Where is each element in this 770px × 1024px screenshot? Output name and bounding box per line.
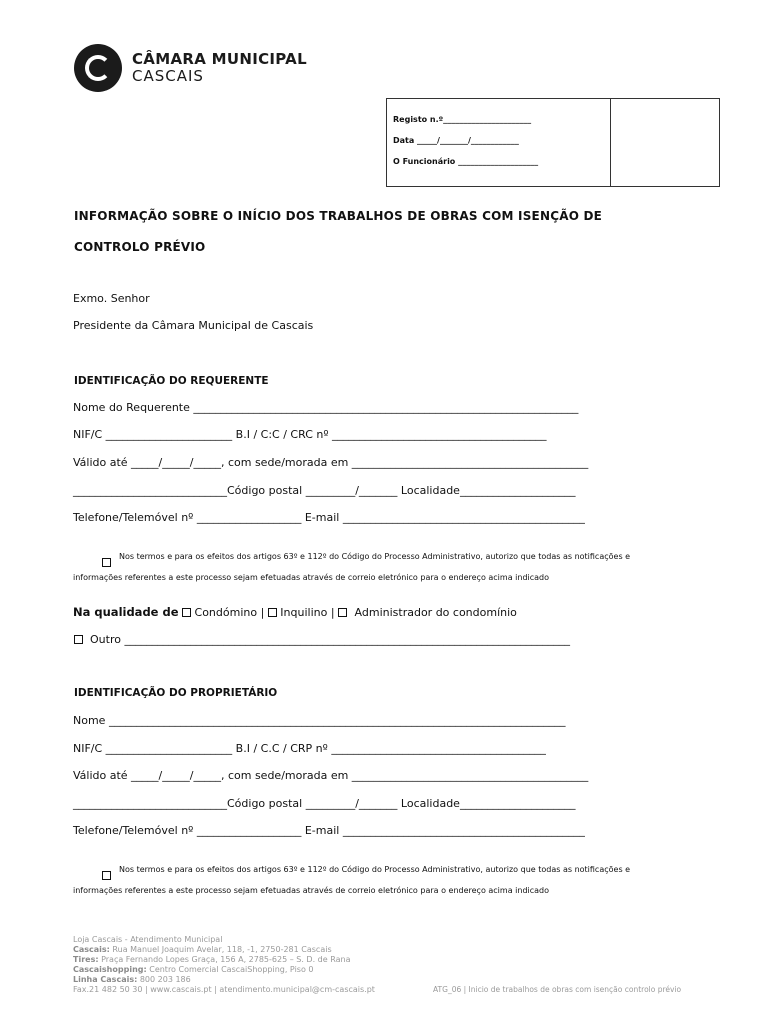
footer-doc-ref: ATG_06 | Inicio de trabalhos de obras com isenção controlo prévio	[433, 985, 682, 994]
document-title-line2: CONTROLO PRÉVIO	[74, 240, 206, 254]
requerente-valido-field[interactable]: Válido até _____/_____/_____, com sede/morada em ___________________________________________	[73, 456, 589, 469]
inquilino-checkbox[interactable]	[268, 608, 277, 617]
registry-employee-field[interactable]: O Funcionário ____________________	[393, 157, 539, 166]
logo-line1: CÂMARA MUNICIPAL	[132, 50, 307, 68]
document-title-line1: INFORMAÇÃO SOBRE O INÍCIO DOS TRABALHOS DE OBRAS COM ISENÇÃO DE	[74, 209, 603, 223]
footer-cascais: Rua Manuel Joaquim Avelar, 118, -1, 2750-281 Cascais	[109, 945, 332, 954]
footer-address-block	[73, 935, 375, 995]
requerente-nif-field[interactable]: NIF/C _______________________ B.I / C:C / CRC nº _______________________________________	[73, 428, 547, 441]
proprietario-consent-line2: informações referentes a este processo sejam efetuadas através de correio eletrónico para o endereço acima indicado	[73, 886, 550, 895]
proprietario-consent-line1: Nos termos e para os efeitos dos artigos 63º e 112º do Código do Processo Administrativo, autorizo que todas as notificações e	[119, 865, 631, 874]
qualidade-row	[73, 605, 517, 619]
requerente-consent-line2: informações referentes a este processo sejam efetuadas através de correio eletrónico para o endereço acima indicado	[73, 573, 550, 582]
salutation-line1: Exmo. Senhor	[73, 292, 150, 305]
footer-linha-label: Linha Cascais:	[73, 975, 138, 984]
qualidade-label: Na qualidade de	[73, 605, 179, 619]
inquilino-label: Inquilino |	[280, 606, 335, 619]
proprietario-nif-field[interactable]: NIF/C _______________________ B.I / C.C / CRP nº _______________________________________	[73, 742, 546, 755]
footer-contacts: Fax.21 482 50 30 | www.cascais.pt | atendimento.municipal@cm-cascais.pt	[73, 985, 375, 994]
registry-divider	[610, 99, 611, 186]
registry-box	[386, 98, 720, 187]
logo-text	[132, 51, 307, 85]
outro-row	[74, 633, 570, 646]
footer-cascais-label: Cascais:	[73, 945, 110, 954]
footer-tires: Praça Fernando Lopes Graça, 156 A, 2785-625 – S. D. de Rana	[98, 955, 351, 964]
requerente-codigo-field[interactable]: ____________________________Código postal _________/_______ Localidade_____________________	[73, 484, 576, 497]
footer-line1: Loja Cascais - Atendimento Municipal	[73, 935, 223, 944]
requerente-telefone-field[interactable]: Telefone/Telemóvel nº ___________________ E-mail ____________________________________________	[73, 511, 585, 524]
footer-cascaishopping: Centro Comercial CascaiShopping, Piso 0	[146, 965, 314, 974]
requerente-consent-line1: Nos termos e para os efeitos dos artigos 63º e 112º do Código do Processo Administrativo, autorizo que todas as notificações e	[119, 552, 631, 561]
checkbox-icon	[102, 558, 111, 567]
outro-field[interactable]: Outro _________________________________________________________________________________	[90, 633, 570, 646]
logo-line2: CASCAIS	[132, 67, 204, 85]
proprietario-telefone-field[interactable]: Telefone/Telemóvel nº ___________________ E-mail ____________________________________________	[73, 824, 585, 837]
registry-number-field[interactable]: Registo n.º______________________	[393, 115, 532, 124]
condomino-label: Condómino |	[194, 606, 265, 619]
footer-tires-label: Tires:	[73, 955, 99, 964]
proprietario-codigo-field[interactable]: ____________________________Código postal _________/_______ Localidade_____________________	[73, 797, 576, 810]
cascais-logo	[74, 44, 307, 92]
salutation-line2: Presidente da Câmara Municipal de Cascais	[73, 319, 314, 332]
administrador-label: Administrador do condomínio	[354, 606, 517, 619]
administrador-checkbox[interactable]	[338, 608, 347, 617]
proprietario-consent-checkbox[interactable]	[102, 864, 111, 883]
checkbox-icon	[102, 871, 111, 880]
requerente-heading: IDENTIFICAÇÃO DO REQUERENTE	[74, 375, 269, 387]
footer-cascaishopping-label: Cascaishopping:	[73, 965, 147, 974]
requerente-consent-checkbox[interactable]	[102, 551, 111, 570]
proprietario-heading: IDENTIFICAÇÃO DO PROPRIETÁRIO	[74, 687, 278, 699]
condomino-checkbox[interactable]	[182, 608, 191, 617]
registry-date-field[interactable]: Data _____/_______/____________	[393, 136, 519, 145]
footer-linha: 800 203 186	[137, 975, 191, 984]
requerente-nome-field[interactable]: Nome do Requerente ______________________________________________________________________	[73, 401, 579, 414]
proprietario-valido-field[interactable]: Válido até _____/_____/_____, com sede/morada em ___________________________________________	[73, 769, 589, 782]
outro-checkbox[interactable]	[74, 635, 83, 644]
proprietario-nome-field[interactable]: Nome ___________________________________________________________________________________	[73, 714, 566, 727]
cascais-emblem-icon	[74, 44, 122, 92]
